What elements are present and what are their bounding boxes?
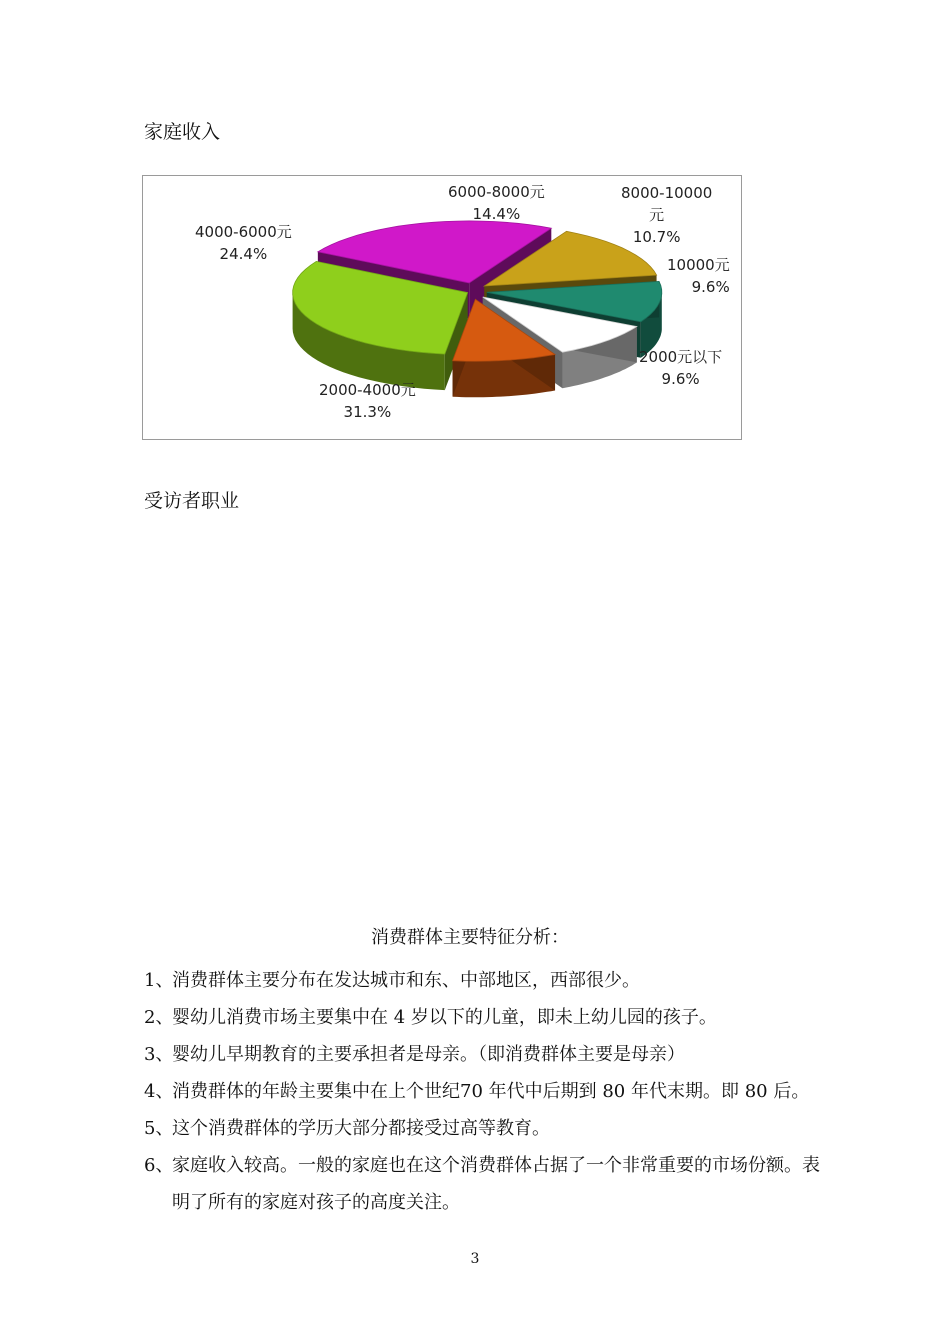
label-6000-8000	[448, 181, 545, 225]
label-6000-8000-name: 6000-8000元	[448, 183, 545, 201]
label-6000-8000-value: 14.4%	[472, 205, 521, 223]
page-number: 3	[470, 1251, 480, 1267]
item-text: 婴幼儿消费市场主要集中在 4 岁以下的儿童，即未上幼儿园的孩子。	[172, 1007, 717, 1028]
label-4000-6000-name: 4000-6000元	[195, 223, 292, 241]
label-8000-10000-name-b: 元	[649, 206, 665, 224]
label-2000-below-value: 9.6%	[661, 370, 700, 388]
list-item	[144, 1147, 824, 1221]
item-number: 2、	[144, 1007, 174, 1028]
label-2000-below	[639, 346, 722, 390]
item-text: 家庭收入较高。一般的家庭也在这个消费群体占据了一个非常重要的市场份额。表明了所有的家庭对孩子的高度关注。	[172, 1155, 820, 1213]
item-text: 婴幼儿早期教育的主要承担者是母亲。（即消费群体主要是母亲）	[172, 1044, 685, 1065]
item-text: 消费群体的年龄主要集中在上个世纪70 年代中后期到 80 年代末期。即 80 后。	[172, 1081, 810, 1102]
item-number: 3、	[144, 1044, 174, 1065]
label-2000-4000	[319, 379, 416, 423]
item-text: 消费群体主要分布在发达城市和东、中部地区，西部很少。	[172, 970, 640, 991]
list-item	[144, 962, 824, 999]
item-number: 1、	[144, 970, 174, 991]
item-number: 4、	[144, 1081, 174, 1102]
list-item	[144, 999, 824, 1036]
label-4000-6000-value: 24.4%	[219, 245, 268, 263]
occupation-heading: 受访者职业	[144, 490, 240, 512]
label-2000-4000-name: 2000-4000元	[319, 381, 416, 399]
analysis-title: 消费群体主要特征分析：	[371, 927, 569, 948]
label-4000-6000	[195, 221, 292, 265]
list-item	[144, 1036, 824, 1073]
label-8000-10000-name-a: 8000-10000	[621, 184, 713, 202]
list-item	[144, 1073, 824, 1110]
income-pie-chart	[142, 175, 742, 440]
feature-list	[144, 962, 824, 1221]
income-heading: 家庭收入	[144, 121, 221, 143]
label-8000-10000-value: 10.7%	[632, 228, 681, 246]
item-number: 6、	[144, 1155, 174, 1176]
label-10000-name: 10000元	[667, 256, 730, 274]
label-10000-value: 9.6%	[691, 278, 730, 296]
list-item	[144, 1110, 824, 1147]
item-number: 5、	[144, 1118, 174, 1139]
label-10000	[667, 254, 730, 298]
label-2000-below-name: 2000元以下	[639, 348, 723, 366]
label-2000-4000-value: 31.3%	[343, 403, 392, 421]
label-8000-10000	[621, 182, 712, 248]
item-text: 这个消费群体的学历大部分都接受过高等教育。	[172, 1118, 550, 1139]
